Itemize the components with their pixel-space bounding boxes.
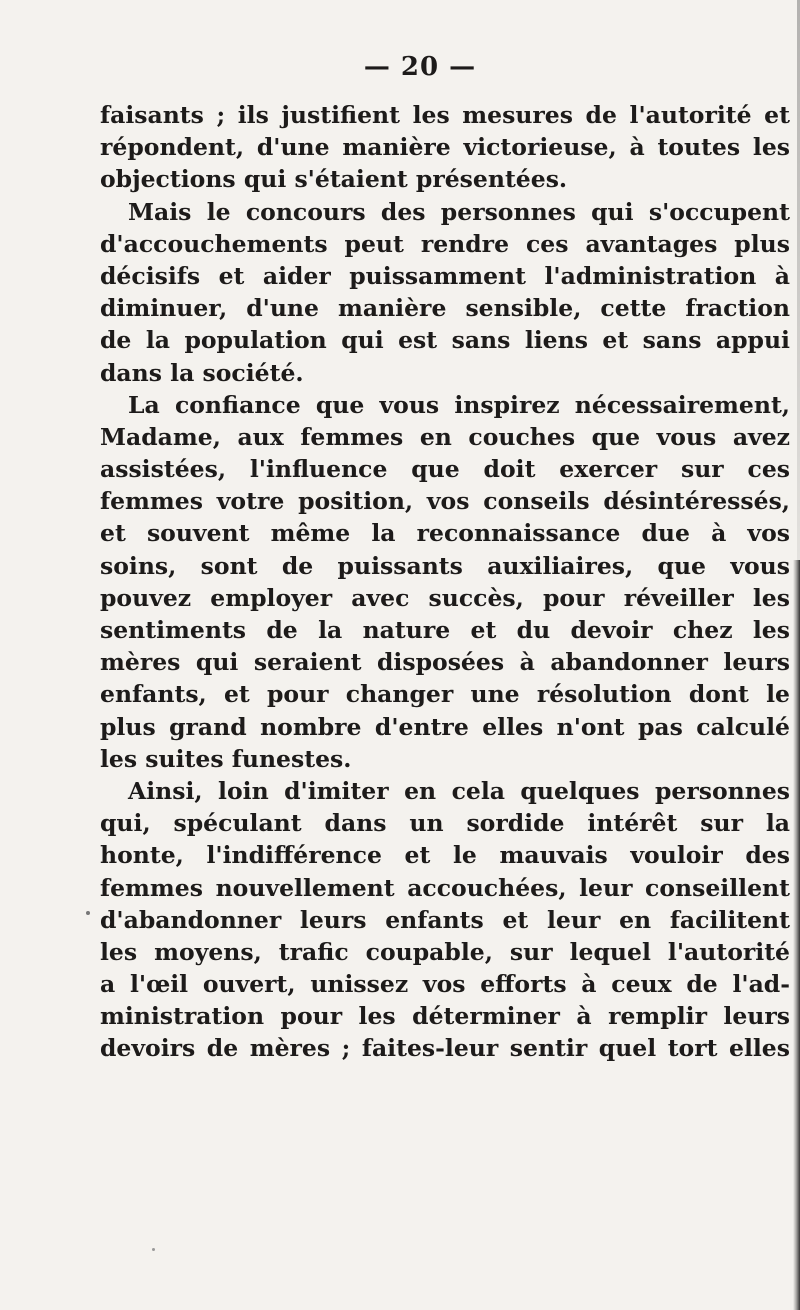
text-line: Mais le concours des personnes qui s'occupent [128,197,790,226]
text-line: les suites funestes. [100,744,352,773]
text-line: diminuer, d'une manière sensible, cette fraction [100,294,790,323]
text-line: les moyens, trafic coupable, sur lequel l'autorité [100,937,790,966]
text-line: qui, spéculant dans un sordide intérêt sur la [100,809,790,838]
text-line: Madame, aux femmes en couches que vous avez [100,422,790,451]
text-line: dans la société. [100,358,304,387]
text-line: devoirs de mères ; faites-leur sentir quel tort elles [100,1034,790,1063]
margin-speck [86,911,90,915]
text-line: répondent, d'une manière victorieuse, à toutes les [100,133,790,162]
text-line: femmes nouvellement accouchées, leur conseillent [100,873,790,902]
text-line: plus grand nombre d'entre elles n'ont pas calculé [100,712,790,741]
text-line: et souvent même la reconnaissance due à vos [100,519,790,548]
text-line: assistées, l'influence que doit exercer sur ces [100,455,790,484]
text-line: de la population qui est sans liens et sans appui [100,326,790,355]
text-line: d'abandonner leurs enfants et leur en facilitent [100,905,790,934]
text-line: d'accouchements peut rendre ces avantages plus [100,229,790,258]
text-line: ministration pour les déterminer à remplir leurs [100,1002,790,1031]
body-text [100,99,790,1065]
text-line: sentiments de la nature et du devoir chez les [100,616,790,644]
text-line: honte, l'indifférence et le mauvais vouloir des [100,841,790,870]
text-line: soins, sont de puissants auxiliaires, que vous [100,551,790,580]
text-line: décisifs et aider puissamment l'administration à [100,261,790,290]
text-line: femmes votre position, vos conseils désintéressés, [100,487,790,516]
text-line: pouvez employer avec succès, pour réveiller les [100,583,790,612]
text-line: faisants ; ils justifient les mesures de l'autorité et [100,101,790,129]
text-line: enfants, et pour changer une résolution dont le [100,680,790,709]
margin-speck [152,1248,155,1251]
text-line: mères qui seraient disposées à abandonner leurs [100,648,790,677]
text-line: objections qui s'étaient présentées. [100,165,568,194]
text-line: La confiance que vous inspirez nécessairement, [128,390,790,419]
text-line: Ainsi, loin d'imiter en cela quelques personnes [128,776,790,805]
page-number: — 20 — [363,52,477,82]
text-line: a l'œil ouvert, unissez vos efforts à ceux de l'ad- [100,970,790,999]
page-edge-shadow [793,560,800,1310]
